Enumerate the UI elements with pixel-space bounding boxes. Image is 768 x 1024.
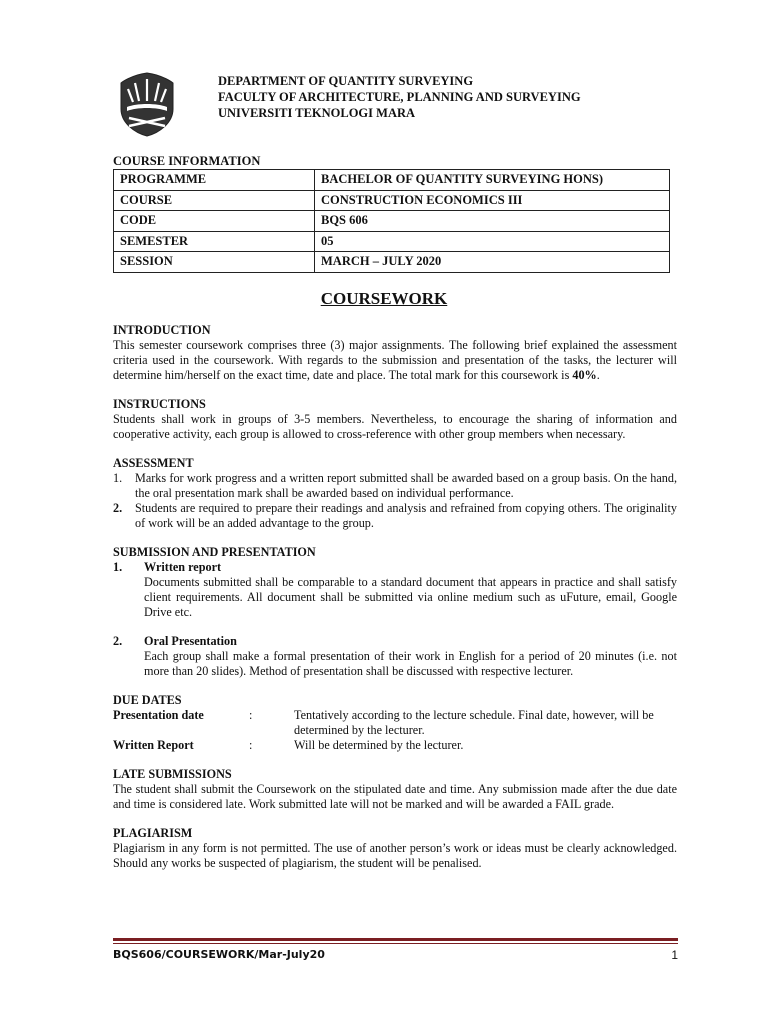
due-date-line: Will be determined by the lecturer. (294, 738, 464, 752)
due-date-line: Tentatively according to the lecture schedule. Final date, however, will be (294, 708, 654, 722)
document-body (113, 323, 677, 885)
page-number: 1 (671, 948, 678, 962)
table-row (114, 211, 670, 232)
section-heading: SUBMISSION AND PRESENTATION (113, 545, 316, 559)
section-text: Students shall work in groups of 3-5 members. Nevertheless, to encourage the sharing of information and cooperative activity, each group is allowed to cross-reference with other group members when necessary. (113, 412, 677, 441)
due-date-row (113, 738, 677, 753)
page-footer (113, 948, 678, 962)
table-value: BACHELOR OF QUANTITY SURVEYING HONS) (315, 170, 670, 191)
due-date-label: Written Report (113, 738, 194, 752)
list-text: Students are required to prepare their readings and analysis and refrained from copying others. The originality of work will be an added advantage to the group. (135, 501, 677, 530)
section-heading: INSTRUCTIONS (113, 397, 206, 411)
table-row (114, 190, 670, 211)
institution-header (218, 73, 581, 121)
table-row (114, 252, 670, 273)
department-name: DEPARTMENT OF QUANTITY SURVEYING (218, 74, 474, 88)
table-row (114, 170, 670, 191)
total-mark: 40% (572, 368, 597, 382)
instructions-section (113, 397, 677, 442)
section-heading: INTRODUCTION (113, 323, 211, 337)
list-number: 2. (113, 501, 123, 515)
university-crest-logo (119, 71, 175, 137)
table-value: MARCH – JULY 2020 (315, 252, 670, 273)
university-name: UNIVERSITI TEKNOLOGI MARA (218, 106, 416, 120)
section-text (113, 338, 677, 383)
section-heading: LATE SUBMISSIONS (113, 767, 232, 781)
due-date-line: determined by the lecturer. (294, 723, 425, 737)
intro-text: This semester coursework comprises three (3) major assignments. The following brief explained the assessment criteria used in the coursework. With regards to the submission and presentation of the tasks, the lecturer will determine him/herself on the exact time, date and place. The total mark for this coursework is (113, 338, 677, 382)
footer-rule-thin (113, 943, 678, 944)
list-item (113, 560, 677, 620)
list-number: 1. (113, 560, 123, 574)
list-text: Marks for work progress and a written report submitted shall be awarded based on a group basis. On the hand, the oral presentation mark shall be awarded based on individual performance. (135, 471, 677, 500)
submission-section (113, 545, 677, 679)
due-dates-section (113, 693, 677, 753)
due-date-label: Presentation date (113, 708, 204, 722)
intro-end: . (596, 368, 600, 382)
course-info-table (113, 169, 670, 273)
section-text: Plagiarism in any form is not permitted. The use of another person’s work or ideas must be clearly acknowledged. Should any works be suspected of plagiarism, the student will be penalised. (113, 841, 677, 870)
list-label: Oral Presentation (144, 634, 237, 648)
section-heading: PLAGIARISM (113, 826, 193, 840)
table-value: CONSTRUCTION ECONOMICS III (315, 190, 670, 211)
page-title: COURSEWORK (320, 289, 448, 308)
table-value: BQS 606 (315, 211, 670, 232)
due-date-colon: : (249, 708, 253, 722)
list-text: Each group shall make a formal presentation of their work in English for a period of 20 minutes (i.e. not more than 20 slides). Method of presentation shall be discussed with respective lecturer. (144, 649, 677, 678)
table-key: SESSION (114, 252, 315, 273)
footer-rule (113, 938, 678, 941)
list-number: 1. (113, 471, 123, 485)
list-item (113, 634, 677, 679)
table-key: PROGRAMME (114, 170, 315, 191)
assessment-section (113, 456, 677, 531)
course-info-label: COURSE INFORMATION (113, 154, 261, 168)
due-date-value (294, 738, 677, 753)
table-key: CODE (114, 211, 315, 232)
due-date-value (294, 708, 677, 738)
list-item (113, 501, 677, 531)
footer-code: BQS606/COURSEWORK/Mar-July20 (113, 948, 325, 961)
due-date-colon: : (249, 738, 253, 752)
late-submissions-section (113, 767, 677, 812)
faculty-name: FACULTY OF ARCHITECTURE, PLANNING AND SURVEYING (218, 90, 581, 104)
section-heading: ASSESSMENT (113, 456, 194, 470)
table-key: SEMESTER (114, 231, 315, 252)
due-date-row (113, 708, 677, 738)
section-text: The student shall submit the Coursework on the stipulated date and time. Any submission made after the due date and time is considered late. Work submitted late will not be marked and will be awarded a FAIL grade. (113, 782, 677, 811)
section-heading: DUE DATES (113, 693, 182, 707)
list-text: Documents submitted shall be comparable to a standard document that appears in practice and shall satisfy client requirements. All document shall be submitted via online medium such as uFuture, email, Google Drive etc. (144, 575, 677, 619)
plagiarism-section (113, 826, 677, 871)
list-label: Written report (144, 560, 222, 574)
table-value: 05 (315, 231, 670, 252)
list-item (113, 471, 677, 501)
table-key: COURSE (114, 190, 315, 211)
introduction-section (113, 323, 677, 383)
list-number: 2. (113, 634, 123, 648)
table-row (114, 231, 670, 252)
